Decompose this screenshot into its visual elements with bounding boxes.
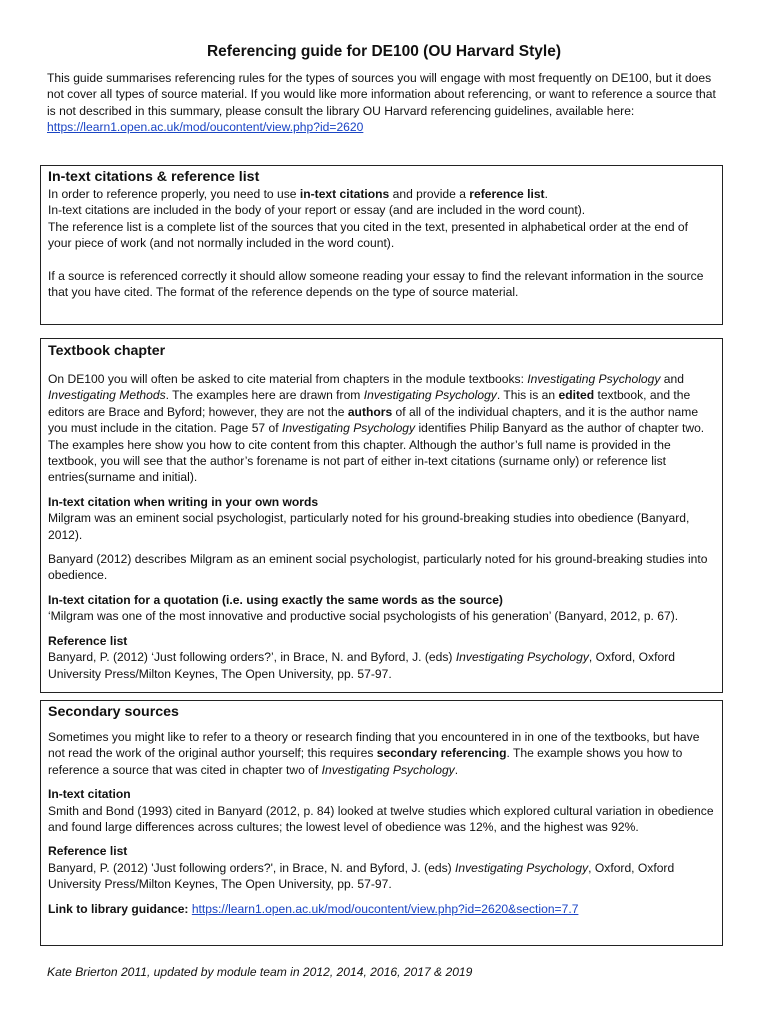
intext-citations-section	[40, 165, 723, 325]
italic-title: Investigating Psychology	[321, 762, 455, 777]
text-run: identifies Philip Banyard as the author of chapter two. The examples here show you how to cite content from this chapter. Although the author’s full name is provided in the textbook, you will see that the author’s forename is not part of either in-text citations (surname only) or reference list entries(surname and initial).	[48, 421, 705, 485]
library-guidance-line	[48, 901, 714, 917]
intro-text: This guide summarises referencing rules for the types of sources you will engage with most frequently on DE100, but it does not cover all types of source material. If you would like more information about referencing, or want to reference a source that is not described in this summary, please consult the library OU Harvard referencing guidelines, available here:	[47, 71, 716, 118]
textbook-reference-list-heading: Reference list	[48, 633, 128, 648]
library-guidance-link[interactable]: https://learn1.open.ac.uk/mod/oucontent/view.php?id=2620&section=7.7	[191, 901, 579, 916]
text-run: . This is an	[496, 388, 559, 403]
own-words-heading: In-text citation when writing in your own words	[48, 494, 319, 509]
textbook-chapter-section	[40, 338, 723, 693]
secondary-reference-list-heading: Reference list	[48, 844, 128, 859]
text-run: Sometimes you might like to refer to a theory or research finding that you encountered in in one of the textbooks, but have not read the work of the original author yourself; this requires	[48, 730, 700, 761]
italic-title: Investigating Psychology	[281, 421, 416, 436]
text-run: and	[660, 372, 684, 386]
own-words-example-2: Banyard (2012) describes Milgram as an eminent social psychologist, particularly noted for his ground-breaking studies into obedience.	[48, 552, 708, 583]
textbook-intro-paragraph	[48, 371, 714, 486]
footer-credit: Kate Brierton 2011, updated by module team in 2012, 2014, 2016, 2017 & 2019	[47, 965, 473, 979]
text-run: .	[544, 187, 548, 201]
quotation-heading: In-text citation for a quotation (i.e. using exactly the same words as the source)	[48, 592, 503, 607]
bold-term: in-text citations	[299, 187, 390, 201]
secondary-intext-example: Smith and Bond (1993) cited in Banyard (2012, p. 84) looked at twelve studies which explored cultural variation in obedience and found large differences across cultures; the lowest level of obedience was 12%, and the highest was 92%.	[48, 803, 714, 835]
text-run: . The examples here are drawn from	[165, 388, 364, 403]
text-run: In order to reference properly, you need to use	[48, 187, 300, 201]
italic-title: Investigating Psychology	[455, 860, 589, 875]
intext-paragraph-4: If a source is referenced correctly it should allow someone reading your essay to find the relevant information in the source that you have cited. The format of the reference depends on the type of source material.	[48, 268, 704, 300]
secondary-sources-heading: Secondary sources	[48, 704, 179, 720]
text-run: .	[454, 762, 459, 777]
library-guidelines-link[interactable]: https://learn1.open.ac.uk/mod/oucontent/view.php?id=2620	[47, 120, 364, 135]
italic-title: Investigating Psychology	[363, 388, 497, 403]
text-run: . The example shows you how to reference a source that was cited in chapter two of	[48, 746, 683, 777]
secondary-reference-entry	[48, 860, 714, 893]
text-run: , Oxford, Oxford University Press/Milton Keynes, The Open University, pp. 57-97.	[48, 650, 675, 681]
italic-title: Investigating Psychology	[527, 372, 661, 386]
intext-paragraph-2: In-text citations are included in the body of your report or essay (and are included in the word count).	[48, 203, 586, 218]
intro-paragraph	[47, 70, 727, 136]
text-run: Banyard, P. (2012) ‘Just following orders?’, in Brace, N. and Byford, J. (eds)	[48, 650, 456, 665]
text-run: of all of the individual chapters, and it is the author name you must include in the citation. Page 57 of	[48, 404, 699, 436]
bold-term: edited	[558, 388, 595, 403]
bold-term: reference list	[469, 187, 545, 201]
italic-title: Investigating Psychology	[455, 650, 589, 665]
text-run: On DE100 you will often be asked to cite material from chapters in the module textbooks:	[48, 372, 528, 386]
intext-citations-heading: In-text citations & reference list	[48, 169, 260, 185]
quotation-example: ‘Milgram was one of the most innovative and productive social psychologists of his generation’ (Banyard, 2012, p. 67).	[48, 609, 679, 624]
page-title: Referencing guide for DE100 (OU Harvard Style)	[206, 43, 561, 60]
secondary-intro-paragraph	[48, 729, 714, 778]
text-run: and provide a	[389, 187, 470, 201]
textbook-reference-entry	[48, 649, 714, 682]
secondary-sources-section	[40, 700, 723, 946]
text-run: textbook, and the editors are Brace and Byford; however, they are not the	[48, 388, 691, 419]
own-words-example-1: Milgram was an eminent social psychologist, particularly noted for his ground-breaking studies into obedience (Banyard, 2012).	[48, 511, 690, 542]
library-guidance-label: Link to library guidance:	[48, 901, 192, 916]
intext-paragraph-1	[48, 186, 714, 202]
text-run: Banyard, P. (2012) 'Just following orders?', in Brace, N. and Byford, J. (eds)	[48, 860, 456, 875]
bold-term: secondary referencing	[376, 746, 507, 761]
italic-title: Investigating Methods	[48, 388, 166, 403]
text-run: , Oxford, Oxford University Press/Milton Keynes, The Open University, pp. 57-97.	[48, 860, 675, 892]
intext-paragraph-3: The reference list is a complete list of the sources that you cited in the text, presented in alphabetical order at the end of your piece of work (and not normally included in the word count).	[48, 219, 688, 251]
secondary-intext-heading: In-text citation	[48, 787, 131, 802]
textbook-chapter-heading: Textbook chapter	[48, 343, 166, 359]
bold-term: authors	[347, 404, 393, 419]
